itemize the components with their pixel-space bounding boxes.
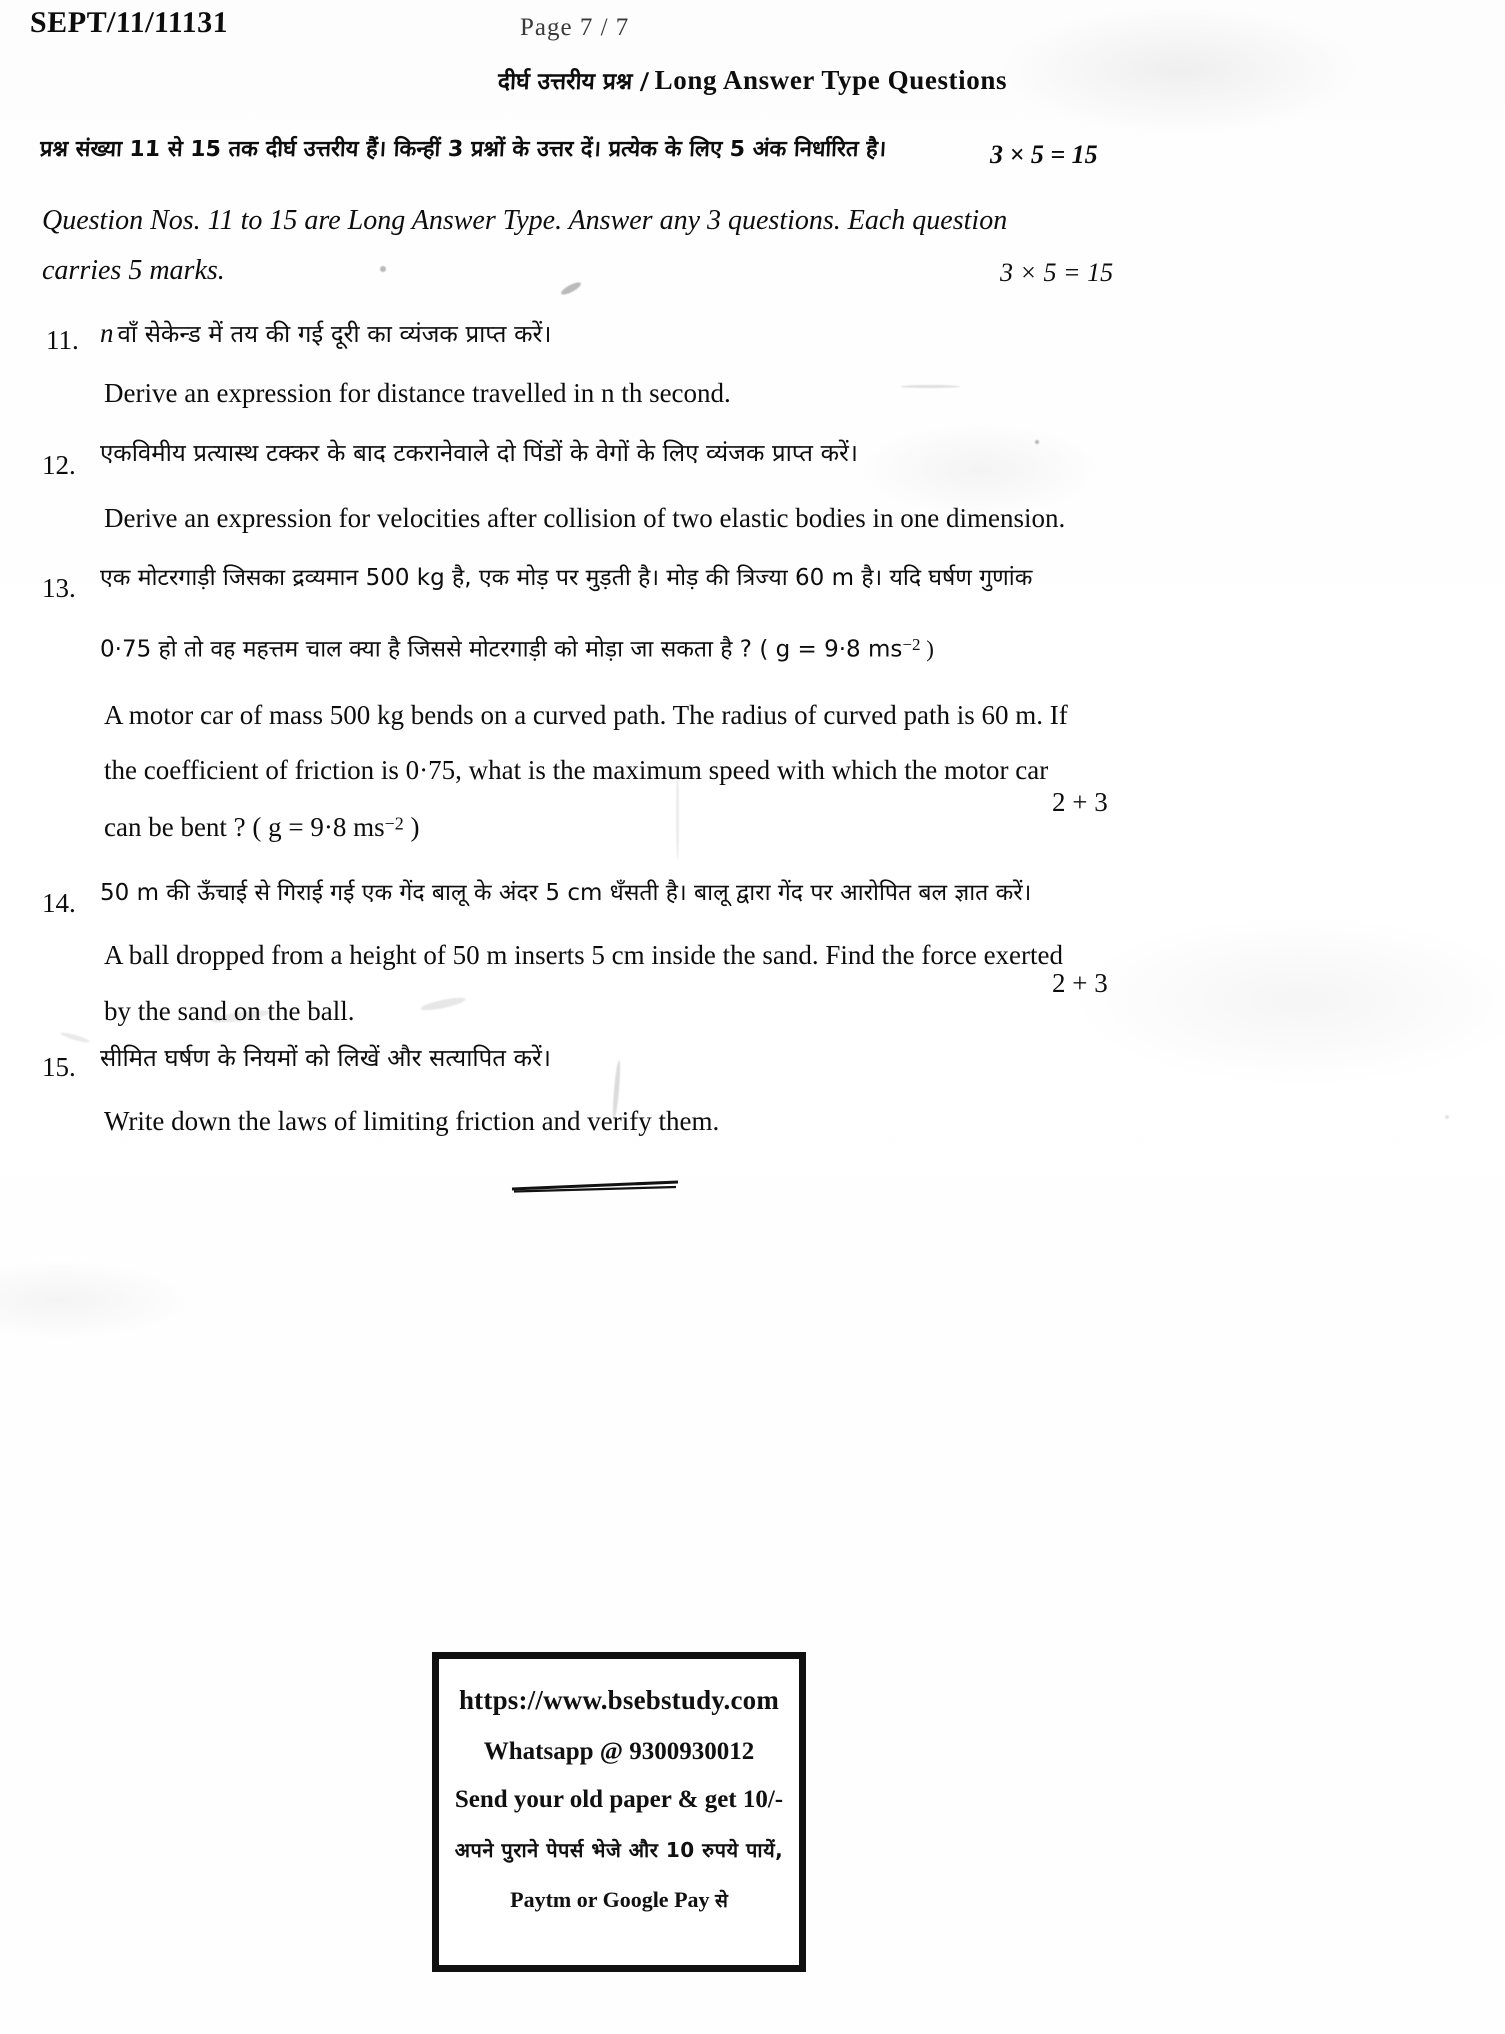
promo-payment-english: Paytm or Google Pay xyxy=(510,1887,710,1912)
scan-smudge xyxy=(900,385,960,388)
scan-smudge xyxy=(676,770,679,860)
question-12-english: Derive an expression for velocities after collision of two elastic bodies in one dimension. xyxy=(104,503,1066,533)
paper-code: SEPT/11/11131 xyxy=(29,6,229,39)
scan-smudge xyxy=(380,266,386,272)
question-13-english-line3-tail: ) xyxy=(403,812,420,842)
question-11-hindi xyxy=(100,318,551,349)
question-number-11: 11. xyxy=(46,325,79,355)
promo-offer-english: Send your old paper & get 10/- xyxy=(454,1786,784,1813)
scan-smudge xyxy=(1035,440,1039,444)
question-13-hindi-line2-tail: ) xyxy=(920,636,934,662)
scan-smudge xyxy=(420,995,467,1012)
question-11-hindi-var: n xyxy=(100,318,114,348)
question-12-hindi: एकविमीय प्रत्यास्थ टक्कर के बाद टकरानेवाले दो पिंडों के वेगों के लिए व्यंजक प्राप्त करें। xyxy=(100,439,858,467)
question-13-english-line2: the coefficient of friction is 0·75, what is the maximum speed with which the motor car xyxy=(104,755,1049,785)
question-13-hindi-line1: एक मोटरगाड़ी जिसका द्रव्यमान 500 kg है, एक मोड़ पर मुड़ती है। मोड़ की त्रिज्या 60 m है। यदि घर्षण गुणांक xyxy=(100,565,1033,591)
question-13-english-line3-text: can be bent ? ( g = 9·8 ms xyxy=(104,812,385,842)
promo-whatsapp: Whatsapp @ 9300930012 xyxy=(483,1738,755,1765)
promo-website[interactable]: https://www.bsebstudy.com xyxy=(458,1685,780,1715)
scan-smudge xyxy=(1445,1115,1449,1119)
question-13-hindi-line2 xyxy=(100,635,934,663)
question-13-hindi-exponent: −2 xyxy=(902,635,921,654)
question-13-marks: 2 + 3 xyxy=(1052,787,1108,817)
section-title-english: Long Answer Type Questions xyxy=(654,65,1008,95)
question-number-12: 12. xyxy=(42,450,76,480)
instructions-english-line1: Question Nos. 11 to 15 are Long Answer Type. Answer any 3 questions. Each question xyxy=(42,205,1008,236)
promo-box xyxy=(432,1652,806,1972)
question-11-hindi-text: वाँ सेकेन्ड में तय की गई दूरी का व्यंजक प्राप्त करें। xyxy=(117,320,552,348)
question-13-hindi-line2-text: 0·75 हो तो वह महत्तम चाल क्या है जिससे मोटरगाड़ी को मोड़ा जा सकता है ? ( g = 9·8 ms xyxy=(100,636,903,663)
promo-payment-hindi: से xyxy=(715,1890,728,1912)
question-13-english-line1: A motor car of mass 500 kg bends on a curved path. The radius of curved path is 60 m. If xyxy=(104,700,1068,730)
section-divider xyxy=(510,1178,680,1194)
promo-payment xyxy=(439,1887,799,1913)
question-14-english-line1: A ball dropped from a height of 50 m inserts 5 cm inside the sand. Find the force exerted xyxy=(104,940,1064,970)
promo-offer-hindi: अपने पुराने पेपर्स भेजे और 10 रुपये पायें, xyxy=(454,1838,784,1862)
instructions-english-line2: carries 5 marks. xyxy=(42,255,225,286)
question-15-english: Write down the laws of limiting friction and verify them. xyxy=(104,1106,720,1136)
instructions-hindi: प्रश्न संख्या 11 से 15 तक दीर्घ उत्तरीय हैं। किन्हीं 3 प्रश्नों के उत्तर दें। प्रत्येक के लिए 5 अंक निर्धारित है। xyxy=(39,137,887,162)
instructions-hindi-marks: 3 × 5 = 15 xyxy=(990,140,1098,169)
section-title-hindi: दीर्घ उत्तरीय प्रश्न / xyxy=(497,69,650,95)
question-number-13: 13. xyxy=(42,573,76,603)
question-14-hindi: 50 m की ऊँचाई से गिराई गई एक गेंद बालू के अंदर 5 cm धँसती है। बालू द्वारा गेंद पर आरोपित बल ज्ञात करें। xyxy=(100,880,1032,906)
question-13-english-exponent: −2 xyxy=(384,813,404,834)
scan-smudge xyxy=(60,1031,90,1044)
question-13-english-line3 xyxy=(104,812,420,843)
question-14-marks: 2 + 3 xyxy=(1052,968,1108,998)
scan-smudge xyxy=(560,280,583,297)
question-number-15: 15. xyxy=(42,1052,76,1082)
page-number: Page 7 / 7 xyxy=(520,14,630,41)
question-15-hindi: सीमित घर्षण के नियमों को लिखें और सत्यापित करें। xyxy=(100,1044,551,1072)
question-14-english-line2: by the sand on the ball. xyxy=(104,996,355,1026)
question-number-14: 14. xyxy=(42,888,76,918)
instructions-english-marks: 3 × 5 = 15 xyxy=(1000,258,1114,287)
question-11-english: Derive an expression for distance travelled in n th second. xyxy=(104,378,731,408)
section-title xyxy=(0,64,1505,96)
